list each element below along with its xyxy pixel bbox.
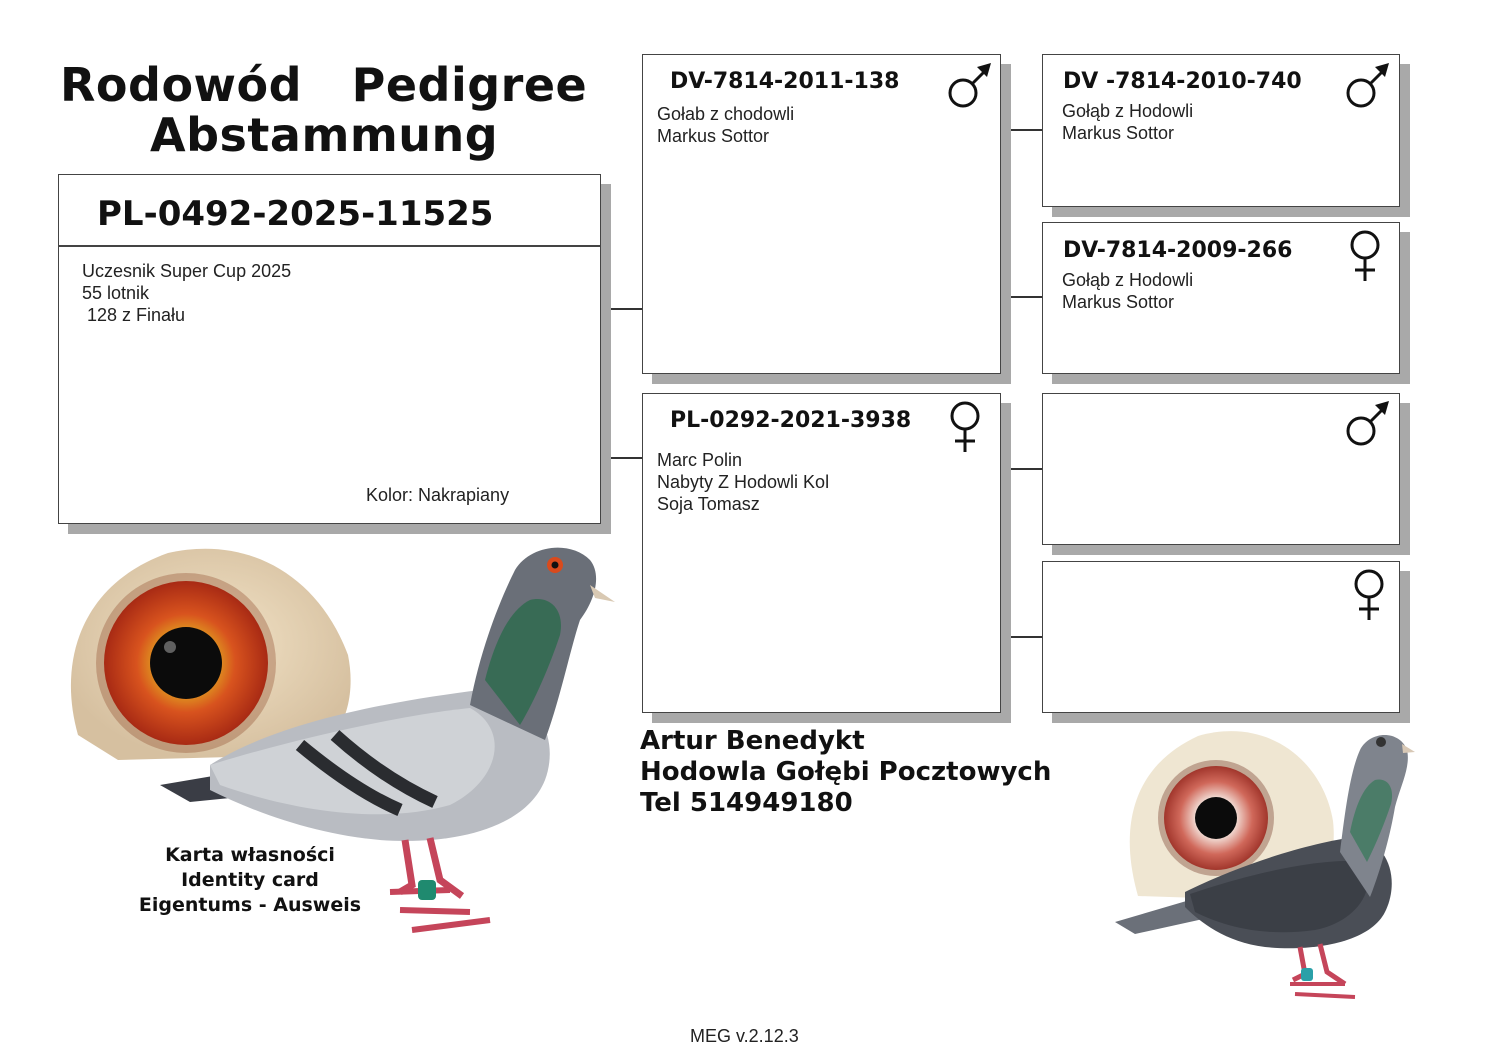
identity-caption-line3: Eigentums - Ausweis: [138, 894, 362, 916]
fm-ring: DV-7814-2009-266: [1063, 238, 1293, 263]
fm-notes: Gołąb z Hodowli Markus Sottor: [1062, 270, 1194, 312]
mother-card: [642, 393, 1001, 713]
ff-notes: Gołąb z Hodowli Markus Sottor: [1062, 101, 1194, 143]
identity-caption: [130, 843, 370, 918]
owner-name: Artur Benedykt: [640, 726, 865, 756]
main-card-divider: [59, 245, 600, 247]
connector-main-to-parents-b: [600, 457, 642, 459]
mother-ring: PL-0292-2021-3938: [670, 408, 912, 433]
title-line2: Abstammung: [150, 108, 499, 162]
male-icon: [1341, 397, 1393, 453]
identity-caption-line1: Karta własności: [165, 844, 335, 866]
version-label: MEG v.2.12.3: [690, 1026, 799, 1046]
male-icon: [1341, 59, 1393, 115]
father-card: [642, 54, 1001, 374]
father-notes: Gołab z chodowli Markus Sottor: [657, 104, 795, 146]
ff-ring: DV -7814-2010-740: [1063, 69, 1302, 94]
male-icon: [943, 59, 995, 115]
connector-mother-to-mm: [1000, 636, 1042, 638]
connector-main-to-parents: [600, 308, 642, 310]
main-bird-ring: PL-0492-2025-11525: [97, 194, 494, 234]
connector-father-to-ff: [1000, 129, 1042, 131]
owner-loft: Hodowla Gołębi Pocztowych: [640, 757, 1052, 787]
connector-father-to-fm: [1000, 296, 1042, 298]
owner-phone: Tel 514949180: [640, 788, 853, 818]
female-icon: [1339, 227, 1391, 283]
mm-card: [1042, 561, 1400, 713]
mother-notes: Marc Polin Nabyty Z Hodowli Kol Soja Tomasz: [657, 450, 830, 514]
owner-block: [640, 726, 1051, 819]
main-bird-card: [58, 174, 601, 524]
identity-caption-line2: Identity card: [181, 869, 319, 891]
female-icon: [1343, 566, 1395, 622]
title-line1: Rodowód Pedigree: [60, 58, 588, 112]
female-icon: [939, 398, 991, 454]
main-bird-notes: Uczesnik Super Cup 2025 55 lotnik 128 z Finału: [82, 261, 292, 325]
connector-mother-to-mf: [1000, 468, 1042, 470]
main-bird-color: Kolor: Nakrapiany: [366, 485, 510, 505]
father-ring: DV-7814-2011-138: [670, 69, 900, 94]
mf-card: [1042, 393, 1400, 545]
pigeon-photo-right: [1115, 722, 1415, 1012]
ff-card: [1042, 54, 1400, 207]
fm-card: [1042, 222, 1400, 374]
